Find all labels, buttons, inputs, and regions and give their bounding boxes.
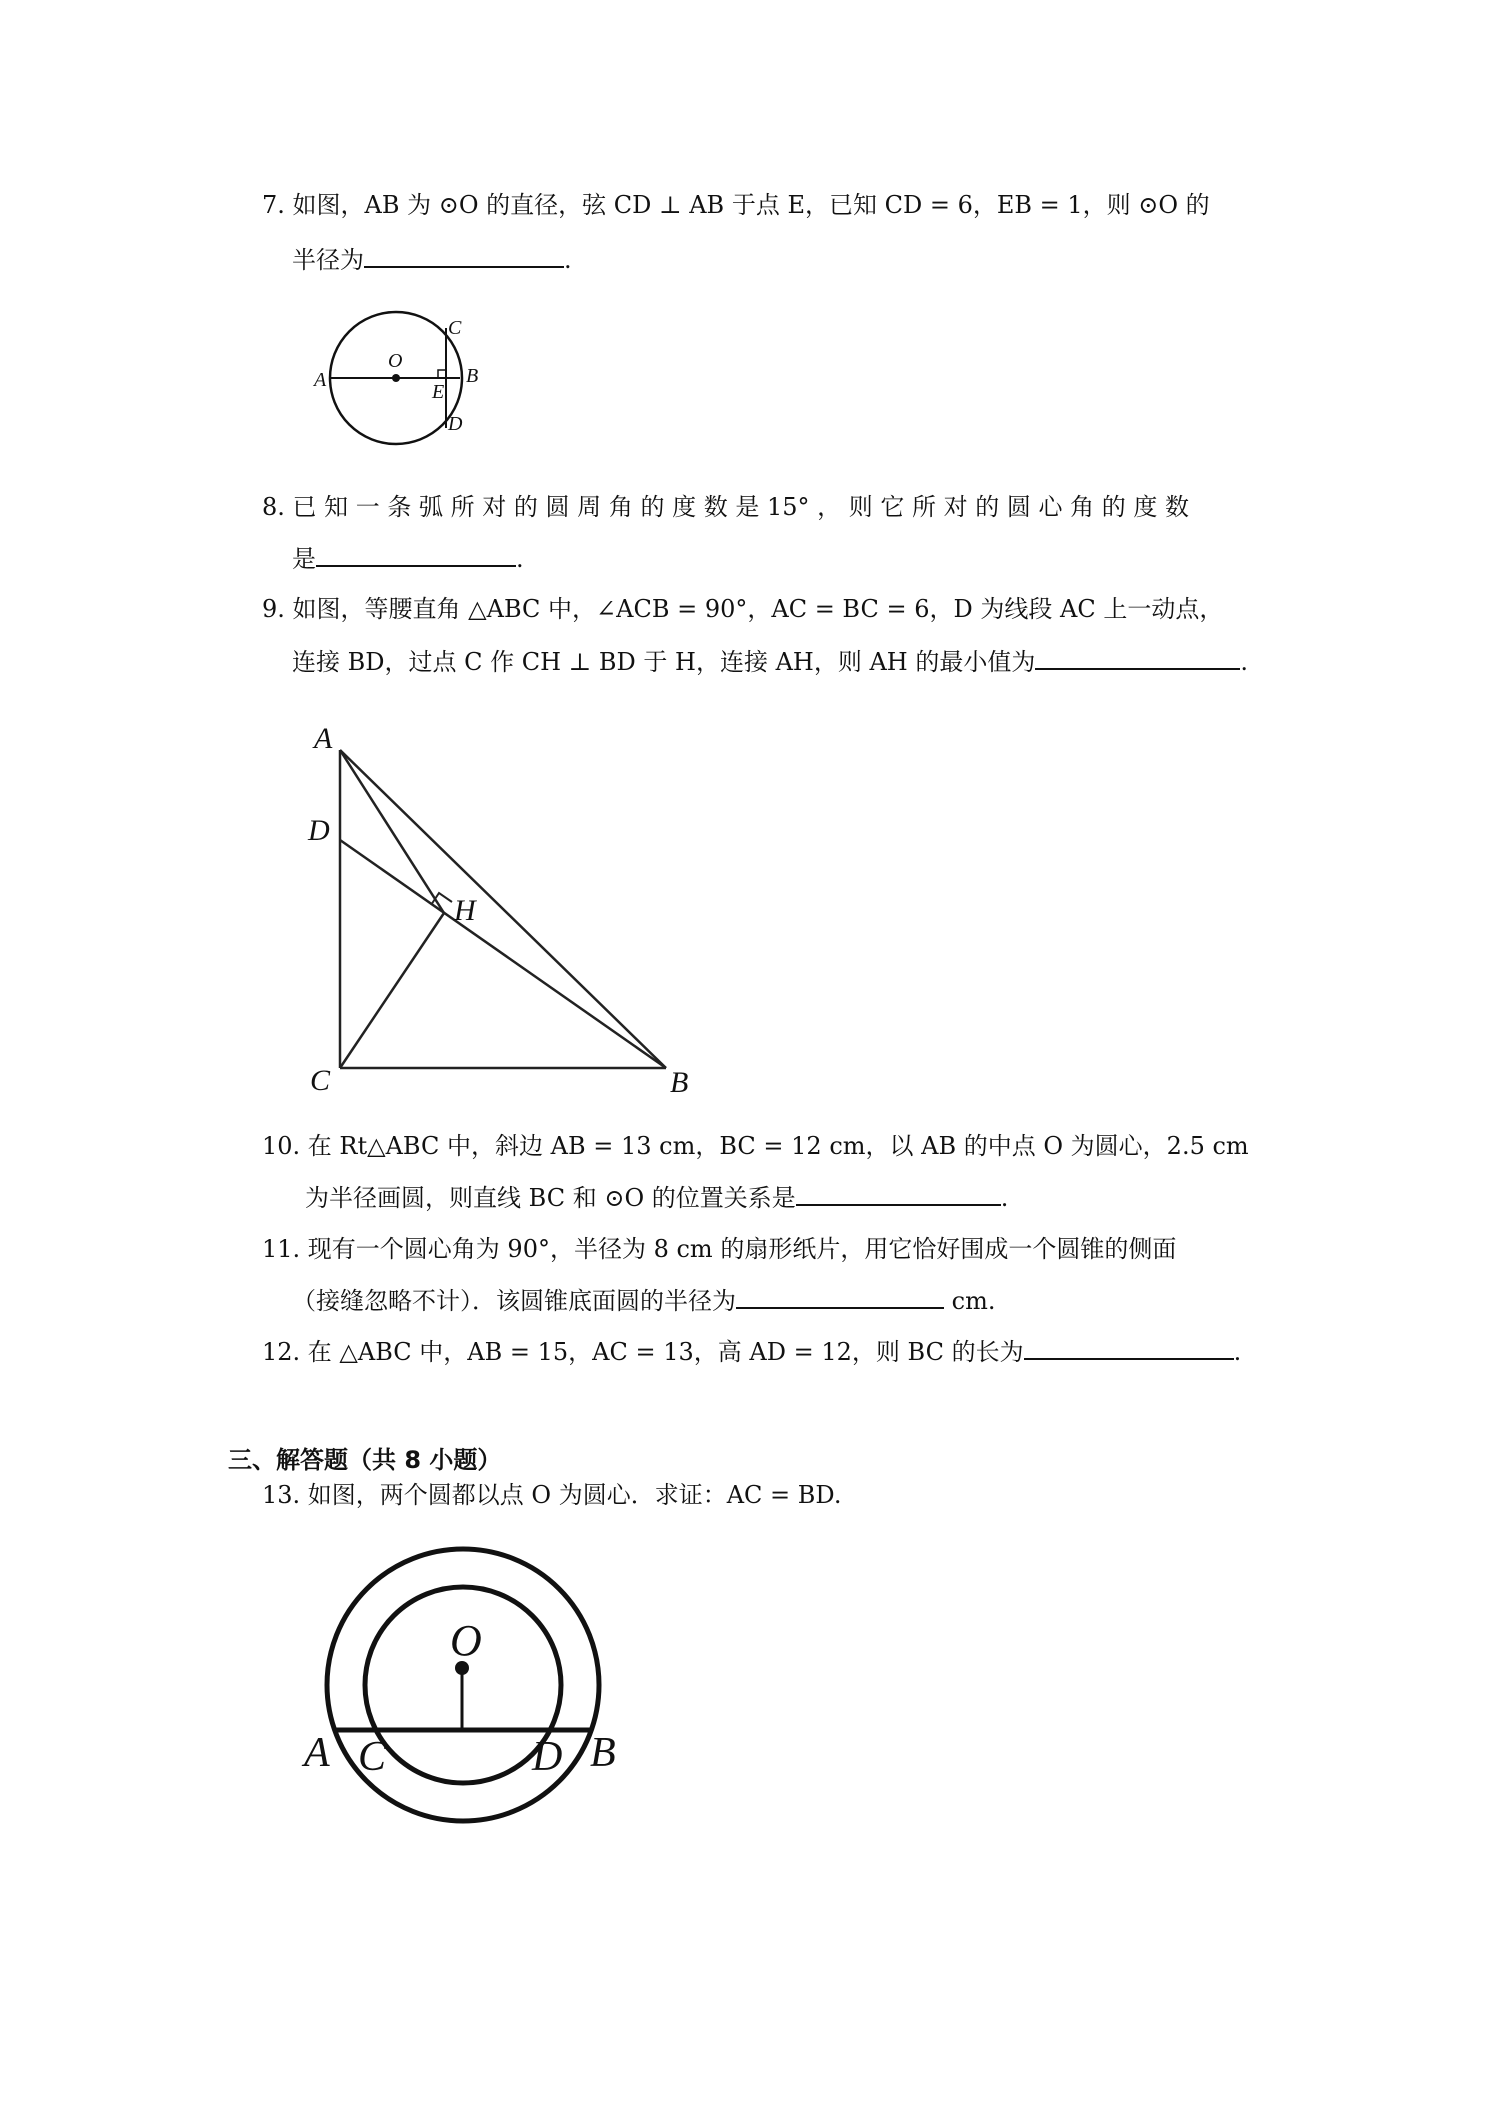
q11-answer-blank[interactable] xyxy=(736,1285,944,1309)
q8-line1: 8. 已 知 一 条 弧 所 对 的 圆 周 角 的 度 数 是 15° ， 则 它 所 对 的 圆 心 角 的 度 数 xyxy=(262,493,1190,521)
q12-line1: 12. 在 △ABC 中，AB = 15，AC = 13，高 AD = 12，则 BC 的长为 . xyxy=(262,1338,1242,1366)
section-3-heading: 三、解答题（共 8 小题） xyxy=(228,1446,502,1474)
q13-label-C: C xyxy=(358,1734,387,1780)
q7-answer-blank[interactable] xyxy=(364,244,564,268)
q9-label-D: D xyxy=(308,814,330,847)
q10-line2: 为半径画圆，则直线 BC 和 ⊙O 的位置关系是 . xyxy=(305,1184,1009,1212)
q13-figure xyxy=(300,1530,640,1850)
q11-line2: （接缝忽略不计）．该圆锥底面圆的半径为 cm. xyxy=(292,1287,996,1315)
q7-label-D: D xyxy=(448,413,463,435)
q13-label-A: A xyxy=(304,1730,330,1776)
q8-answer-blank[interactable] xyxy=(316,543,516,567)
q7-figure xyxy=(300,300,520,450)
q9-label-A: A xyxy=(314,722,333,755)
q9-label-H: H xyxy=(454,894,476,927)
q7-line2: 半径为 . xyxy=(292,246,572,274)
q9-line2: 连接 BD，过点 C 作 CH ⊥ BD 于 H，连接 AH，则 AH 的最小值为 . xyxy=(292,648,1248,676)
q7-line1: 7. 如图，AB 为 ⊙O 的直径，弦 CD ⊥ AB 于点 E，已知 CD = 6，EB = 1，则 ⊙O 的 xyxy=(262,191,1210,219)
q10-line1: 10. 在 Rt△ABC 中，斜边 AB = 13 cm，BC = 12 cm，以 AB 的中点 O 为圆心，2.5 cm xyxy=(262,1132,1249,1160)
q9-answer-blank[interactable] xyxy=(1035,646,1240,670)
q9-figure xyxy=(300,700,720,1100)
q9-label-C: C xyxy=(310,1064,331,1097)
q13-label-B: B xyxy=(590,1730,616,1776)
q7-label-B: B xyxy=(466,365,479,387)
q7-label-O: O xyxy=(388,350,403,372)
q13-label-D: D xyxy=(532,1734,563,1780)
q9-label-B: B xyxy=(670,1066,689,1099)
q8-line2: 是 . xyxy=(292,545,524,573)
q7-label-E: E xyxy=(432,381,445,403)
q12-answer-blank[interactable] xyxy=(1024,1336,1234,1360)
q10-answer-blank[interactable] xyxy=(796,1182,1001,1206)
q13-line1: 13. 如图，两个圆都以点 O 为圆心．求证：AC = BD. xyxy=(262,1481,842,1509)
q9-line1: 9. 如图，等腰直角 △ABC 中，∠ACB = 90°，AC = BC = 6，D 为线段 AC 上一动点， xyxy=(262,595,1224,623)
q13-label-O: O xyxy=(450,1616,482,1665)
q7-label-C: C xyxy=(448,317,462,339)
q7-label-A: A xyxy=(314,369,327,391)
q11-line1: 11. 现有一个圆心角为 90°，半径为 8 cm 的扇形纸片，用它恰好围成一个圆锥的侧面 xyxy=(262,1235,1177,1263)
